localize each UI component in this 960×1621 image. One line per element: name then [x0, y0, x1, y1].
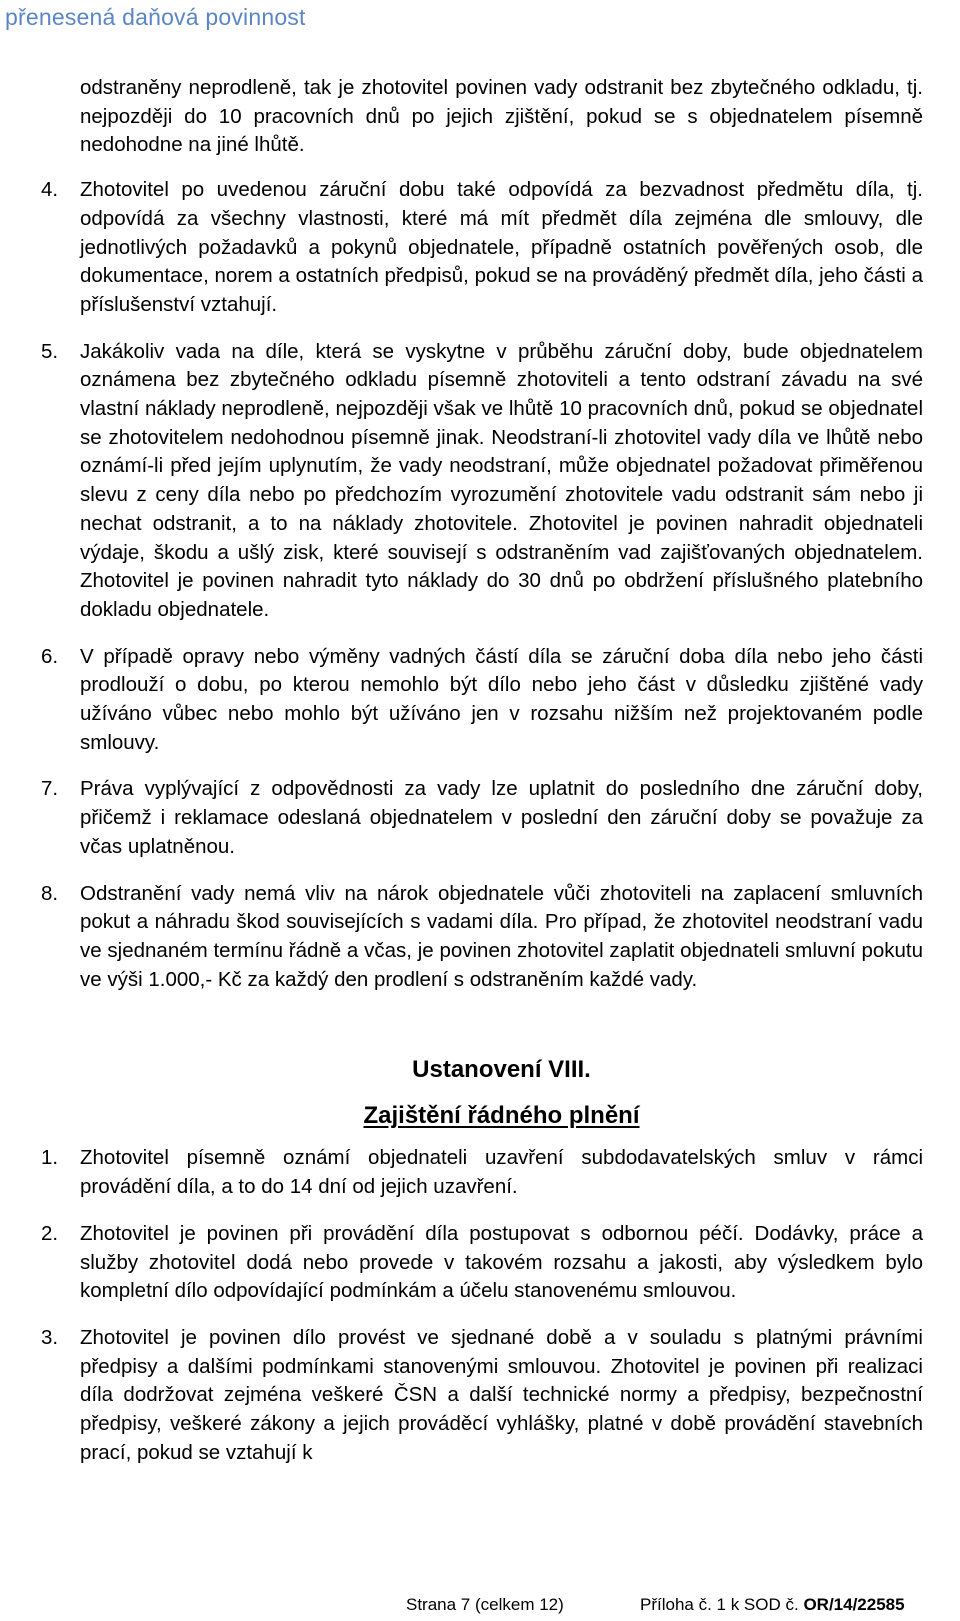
- list-item: [41, 176, 923, 320]
- list-item: [41, 880, 923, 995]
- item-number: 7.: [41, 777, 59, 801]
- list-item: [41, 1220, 923, 1306]
- document-body: [41, 74, 923, 1467]
- item-text: Práva vyplývající z odpovědnosti za vady lze uplatnit do posledního dne záruční doby, přičemž i reklamace odeslaná objednatelem v poslední den záruční doby se považuje za včas uplatněnou.: [80, 777, 923, 858]
- page-number: Strana 7 (celkem 12): [406, 1595, 564, 1614]
- item-text: Zhotovitel je povinen při provádění díla postupovat s odbornou péčí. Dodávky, práce a služby zhotovitel dodá nebo provede v takovém rozsahu a jakosti, aby výsledkem bylo kompletní dílo odpovídající podmínkám a účelu stanovenému smlouvou.: [80, 1221, 923, 1303]
- item-number: 3.: [41, 1325, 59, 1349]
- continued-paragraph: odstraněny neprodleně, tak je zhotovitel povinen vady odstranit bez zbytečného odkladu, tj. nejpozději do 10 pracovních dnů po jejich zjištění, pokud se s objednatelem písemně nedohodne na jiné lhůtě.: [80, 76, 923, 157]
- item-text: Jakákoliv vada na díle, která se vyskytne v průběhu záruční doby, bude objednatelem oznámena bez zbytečného odkladu písemně zhotoviteli a tento odstraní závadu na své vlastní náklady neprodleně, nejpozději však ve lhůtě 10 pracovních dnů, pokud se objednatel se zhotovitelem nedohodnou písemně jinak. Neodstraní-li zhotovitel vady díla ve lhůtě nebo oznámí-li před jejím uplynutím, že vady neodstraní, může objednatel požadovat přiměřenou slevu z ceny díla nebo po předchozím vyrozumění zhotovitele vadu odstranit sám nebo ji nechat odstranit, a to na náklady zhotovitele. Zhotovitel je povinen nahradit objednateli výdaje, škodu a ušlý zisk, které souvisejí s odstraněním vad zajišťovaných objednatelem. Zhotovitel je povinen nahradit tyto náklady do 30 dnů po obdržení příslušného platebního dokladu objednatele.: [80, 339, 923, 621]
- item-text: Zhotovitel je povinen dílo provést ve sjednané době a v souladu s platnými právními předpisy a dalšími podmínkami stanovenými smlouvou. Zhotovitel je povinen při realizaci díla dodržovat zejména veškeré ČSN a další technické normy a předpisy, bezpečnostní předpisy, veškeré zákony a jejich prováděcí vyhlášky, platné v době provádění stavebních prací, pokud se vztahují k: [80, 1325, 923, 1464]
- list-item: [41, 338, 923, 625]
- item-number: 4.: [41, 178, 59, 202]
- list-item: [41, 1324, 923, 1468]
- performance-items-list: [41, 1144, 923, 1467]
- annex-reference: [640, 1595, 905, 1615]
- section-subtitle: Zajištění řádného plnění: [363, 1102, 640, 1130]
- item-number: 2.: [41, 1221, 59, 1245]
- list-item: [41, 643, 923, 758]
- list-item: [41, 1144, 923, 1201]
- item-text: V případě opravy nebo výměny vadných částí díla se záruční doba díla nebo jeho části prodlouží o dobu, po kterou nemohlo být dílo nebo jeho část v důsledku zjištěné vady užíváno vůbec nebo mohlo být užíváno jen v rozsahu nižším než projektovaném podle smlouvy.: [80, 644, 923, 754]
- list-item: [41, 775, 923, 861]
- item-text: Zhotovitel písemně oznámí objednateli uzavření subdodavatelských smluv v rámci provádění díla, a to do 14 dní od jejich uzavření.: [80, 1146, 923, 1199]
- item-number: 1.: [41, 1146, 59, 1170]
- item-number: 6.: [41, 644, 59, 668]
- item-number: 5.: [41, 339, 59, 363]
- item-text: Odstranění vady nemá vliv na nárok objednatele vůči zhotoviteli na zaplacení smluvních pokut a náhradu škod souvisejících s vadami díla. Pro případ, že zhotovitel neodstraní vadu ve sjednaném termínu řádně a včas, je povinen zhotovitel zaplatit objednateli smluvní pokutu ve výši 1.000,- Kč za každý den prodlení s odstraněním každé vady.: [80, 881, 923, 991]
- item-number: 8.: [41, 881, 59, 905]
- item-text: Zhotovitel po uvedenou záruční dobu také odpovídá za bezvadnost předmětu díla, tj. odpovídá za všechny vlastnosti, které má mít předmět díla zejména dle smlouvy, dle jednotlivých požadavků a pokynů objednatele, případně ostatních pověřených osob, dle dokumentace, norem a ostatních předpisů, pokud se na prováděný předmět díla, jeho části a příslušenství vztahují.: [80, 178, 923, 316]
- contract-number: OR/14/22585: [803, 1595, 905, 1614]
- section-title: Ustanovení VIII.: [412, 1056, 591, 1084]
- warranty-items-list: [41, 176, 923, 994]
- annex-label: Příloha č. 1 k SOD č.: [640, 1595, 804, 1614]
- document-header-label: přenesená daňová povinnost: [5, 4, 306, 30]
